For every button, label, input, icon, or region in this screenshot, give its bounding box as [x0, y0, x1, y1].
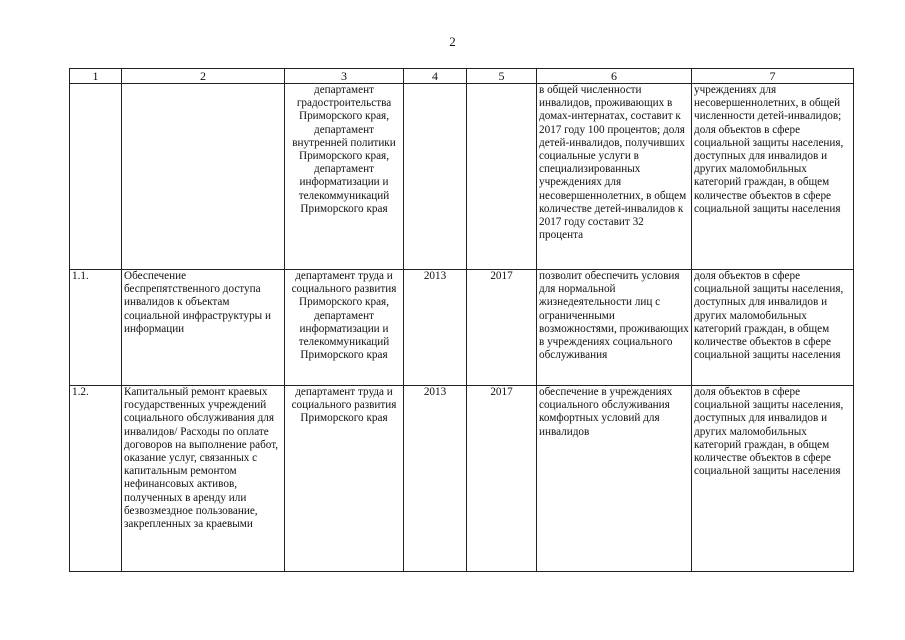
measure-name	[122, 84, 285, 270]
expected-result: обеспечение в учреждениях социального обслуживания комфортных условий для инвалидов	[537, 386, 692, 572]
row-number: 1.1.	[70, 270, 122, 386]
indicators: учреждениях для несовершеннолетних, в общей численности детей-инвалидов; доля объектов в сфере социальной защиты населения, доступных для инвалидов и других маломобильных категорий граждан, в общем количестве объектов в сфере социальной защиты населения	[692, 84, 854, 270]
expected-result: позволит обеспечить условия для нормальной жизнедеятельности лиц с ограниченными возможностями, проживающих в учреждениях социального обслуживания	[537, 270, 692, 386]
page-number: 2	[449, 34, 456, 49]
end-year	[467, 84, 537, 270]
column-number-1: 1	[70, 69, 122, 84]
column-number-row	[70, 69, 854, 84]
executors: департамент труда и социального развития Приморского края, департамент информатизации и телекоммуникаций Приморского края	[285, 270, 404, 386]
executors: департамент градостроительства Приморского края, департамент внутренней политики Приморского края, департамент информатизации и телекоммуникаций Приморского края	[285, 84, 404, 270]
column-number-7: 7	[692, 69, 854, 84]
column-number-3: 3	[285, 69, 404, 84]
measure-name: Обеспечение беспрепятственного доступа инвалидов к объектам социальной инфраструктуры и информации	[122, 270, 285, 386]
executors: департамент труда и социального развития Приморского края	[285, 386, 404, 572]
table-row	[70, 270, 854, 386]
expected-result: в общей численности инвалидов, проживающих в домах-интернатах, составит к 2017 году 100 процентов; доля детей-инвалидов, получивших социальные услуги в специализированных учреждениях для несовершеннолетних, в общем количестве детей-инвалидов к 2017 году составит 32 процента	[537, 84, 692, 270]
start-year: 2013	[404, 270, 467, 386]
column-number-4: 4	[404, 69, 467, 84]
indicators: доля объектов в сфере социальной защиты населения, доступных для инвалидов и других маломобильных категорий граждан, в общем количестве объектов в сфере социальной защиты населения	[692, 270, 854, 386]
column-number-2: 2	[122, 69, 285, 84]
table-row	[70, 386, 854, 572]
column-number-5: 5	[467, 69, 537, 84]
start-year	[404, 84, 467, 270]
program-measures-table	[69, 68, 854, 572]
indicators: доля объектов в сфере социальной защиты населения, доступных для инвалидов и других маломобильных категорий граждан, в общем количестве объектов в сфере социальной защиты населения	[692, 386, 854, 572]
row-number	[70, 84, 122, 270]
column-number-6: 6	[537, 69, 692, 84]
table-row	[70, 84, 854, 270]
end-year: 2017	[467, 386, 537, 572]
start-year: 2013	[404, 386, 467, 572]
end-year: 2017	[467, 270, 537, 386]
row-number: 1.2.	[70, 386, 122, 572]
measure-name: Капитальный ремонт краевых государственных учреждений социального обслуживания для инвалидов/ Расходы по оплате договоров на выполнение работ, оказание услуг, связанных с капитальным ремонтом нефинансовых активов, полученных в аренду или безвозмездное пользование, закрепленных за краевыми	[122, 386, 285, 572]
